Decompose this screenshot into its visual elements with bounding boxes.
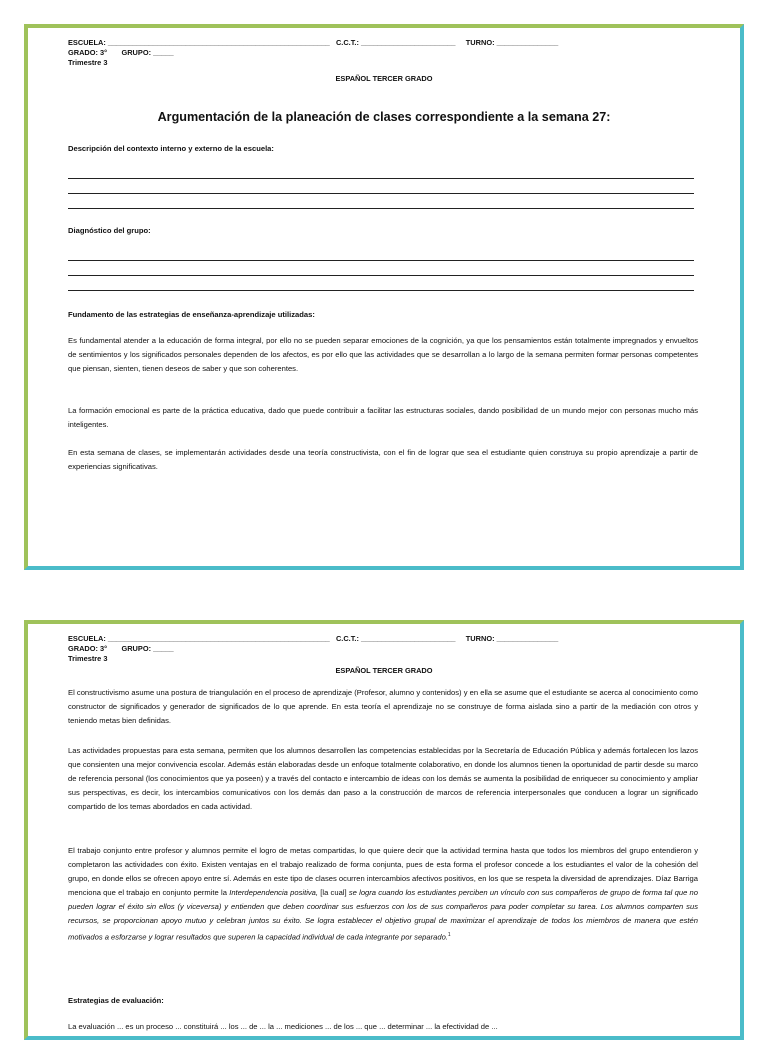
quotation: se logra cuando los estudiantes perciben un vínculo con sus compañeros de grupo de forma tal que no pueden lograr el éxito sin ellos (y viceversa) y entienden que deben coordinar sus esfuerzos con los de sus compañeros para poder completar su tarea. Los alumnos comparten sus recursos, se proporcionan apoyo mutuo y celebran juntos su éxito. Se logra establecer el objetivo grupal de maximizar el aprendizaje de todos los miembros de manera que estén motivados a esforzarse y lograr resultados que superen la capacidad individual de cada integrante por separado. — [68, 888, 698, 942]
paragraph — [68, 844, 698, 945]
paragraph-text: [la cual] — [318, 888, 349, 897]
paragraph-cut-off: La evaluación ... es un proceso ... constituirá ... los ... de ... la ... mediciones ... de los ... que ... determinar ... la efectividad de ... — [68, 1022, 498, 1031]
paragraph: Las actividades propuestas para esta semana, permiten que los alumnos desarrollen las competencias establecidas por la Secretaría de Educación Pública y además fortalecen los lazos que consienten una mejor convivencia escolar. Además están elaboradas desde un enfoque totalmente colaborativo, en donde los alumnos tienen la oportunidad de partir desde su marco de referencia personal (los conocimientos que ya poseen) y a través del contacto e intercambio de ideas con los demás se aumenta la posibilidad de enriquecer su conocimiento y ampliar sus perspectivas, es decir, los intercambios comunicativos con los demás dan paso a la construcción de marcos de referencia interpersonales que conducen a lograr un significado compartido de los temas abordados en cada actividad. — [68, 746, 698, 811]
paragraph: En esta semana de clases, se implementarán actividades desde una teoría constructivista, con el fin de lograr que sea el estudiante quien construya su propio aprendizaje a partir de experiencias significativas. — [68, 448, 698, 471]
context-section-label: Descripción del contexto interno y externo de la escuela: — [68, 144, 274, 153]
writing-line — [68, 275, 694, 276]
writing-line — [68, 260, 694, 261]
footnote-marker: 1 — [447, 932, 451, 938]
subject-heading: ESPAÑOL TERCER GRADO — [335, 74, 433, 83]
document-page-1 — [24, 24, 744, 570]
italic-term: Interdependencia positiva, — [229, 888, 319, 897]
grade-line: GRADO: 3° GRUPO: _____ — [68, 644, 174, 653]
subject-heading: ESPAÑOL TERCER GRADO — [335, 666, 433, 675]
writing-line — [68, 178, 694, 179]
paragraph: El constructivismo asume una postura de triangulación en el proceso de aprendizaje (Profesor, alumno y contenidos) y en ella se asume que el estudiante se acerca al conocimiento como constructor de significados y generador de significados de lo que aprende. En esta teoría el aprendizaje no se construye de forma aislada sino a partir de la mediación con otros y teniendo metas bien definidas. — [68, 688, 698, 725]
writing-line — [68, 208, 694, 209]
writing-line — [68, 193, 694, 194]
trimester-label: Trimestre 3 — [68, 58, 108, 67]
page-title: Argumentación de la planeación de clases correspondiente a la semana 27: — [157, 110, 611, 124]
document-page-2 — [24, 620, 744, 1040]
trimester-label: Trimestre 3 — [68, 654, 108, 663]
writing-line — [68, 290, 694, 291]
evaluation-section-label: Estrategias de evaluación: — [68, 996, 164, 1005]
school-line: ESCUELA: ______________________________________________________ C.C.T.: _______________________ TURNO: _______________ — [68, 634, 559, 643]
paragraph: La formación emocional es parte de la práctica educativa, dado que puede contribuir a facilitar las estructuras sociales, dando posibilidad de un mundo mejor con personas mucho más inteligentes. — [68, 406, 698, 429]
grade-line: GRADO: 3° GRUPO: _____ — [68, 48, 174, 57]
paragraph: Es fundamental atender a la educación de forma integral, por ello no se pueden separar emociones de la cognición, ya que los pensamientos están totalmente impregnados y envueltos de sentimientos y los significados personales dependen de los afectos, es por ello que las actividades que se desarrollan a lo largo de la semana permiten formar personas competentes que piensan, sienten, tienen deseos de saber y que son coherentes. — [68, 336, 698, 373]
paragraph-text: El trabajo conjunto entre profesor y alumnos permite el logro de metas compartidas, lo que quiere decir que la actividad termina hasta que todos los miembros del grupo entendieron y completaron las actividades con éxito. Existen ventajas en el trabajo realizado de forma conjunta, pues de esta forma el profesor concede a los estudiantes el valor de la cohesión del grupo, en donde ellos se ofrecen apoyo entre sí. Además en este tipo de clases ocurren intercambios afectivos positivos, en los que se respeta la diversidad de aprendizajes. Díaz Barriga menciona que el trabajo en conjunto permite la — [68, 846, 698, 897]
diagnosis-section-label: Diagnóstico del grupo: — [68, 226, 151, 235]
school-line: ESCUELA: ______________________________________________________ C.C.T.: _______________________ TURNO: _______________ — [68, 38, 559, 47]
foundation-section-label: Fundamento de las estrategias de enseñanza-aprendizaje utilizadas: — [68, 310, 315, 319]
